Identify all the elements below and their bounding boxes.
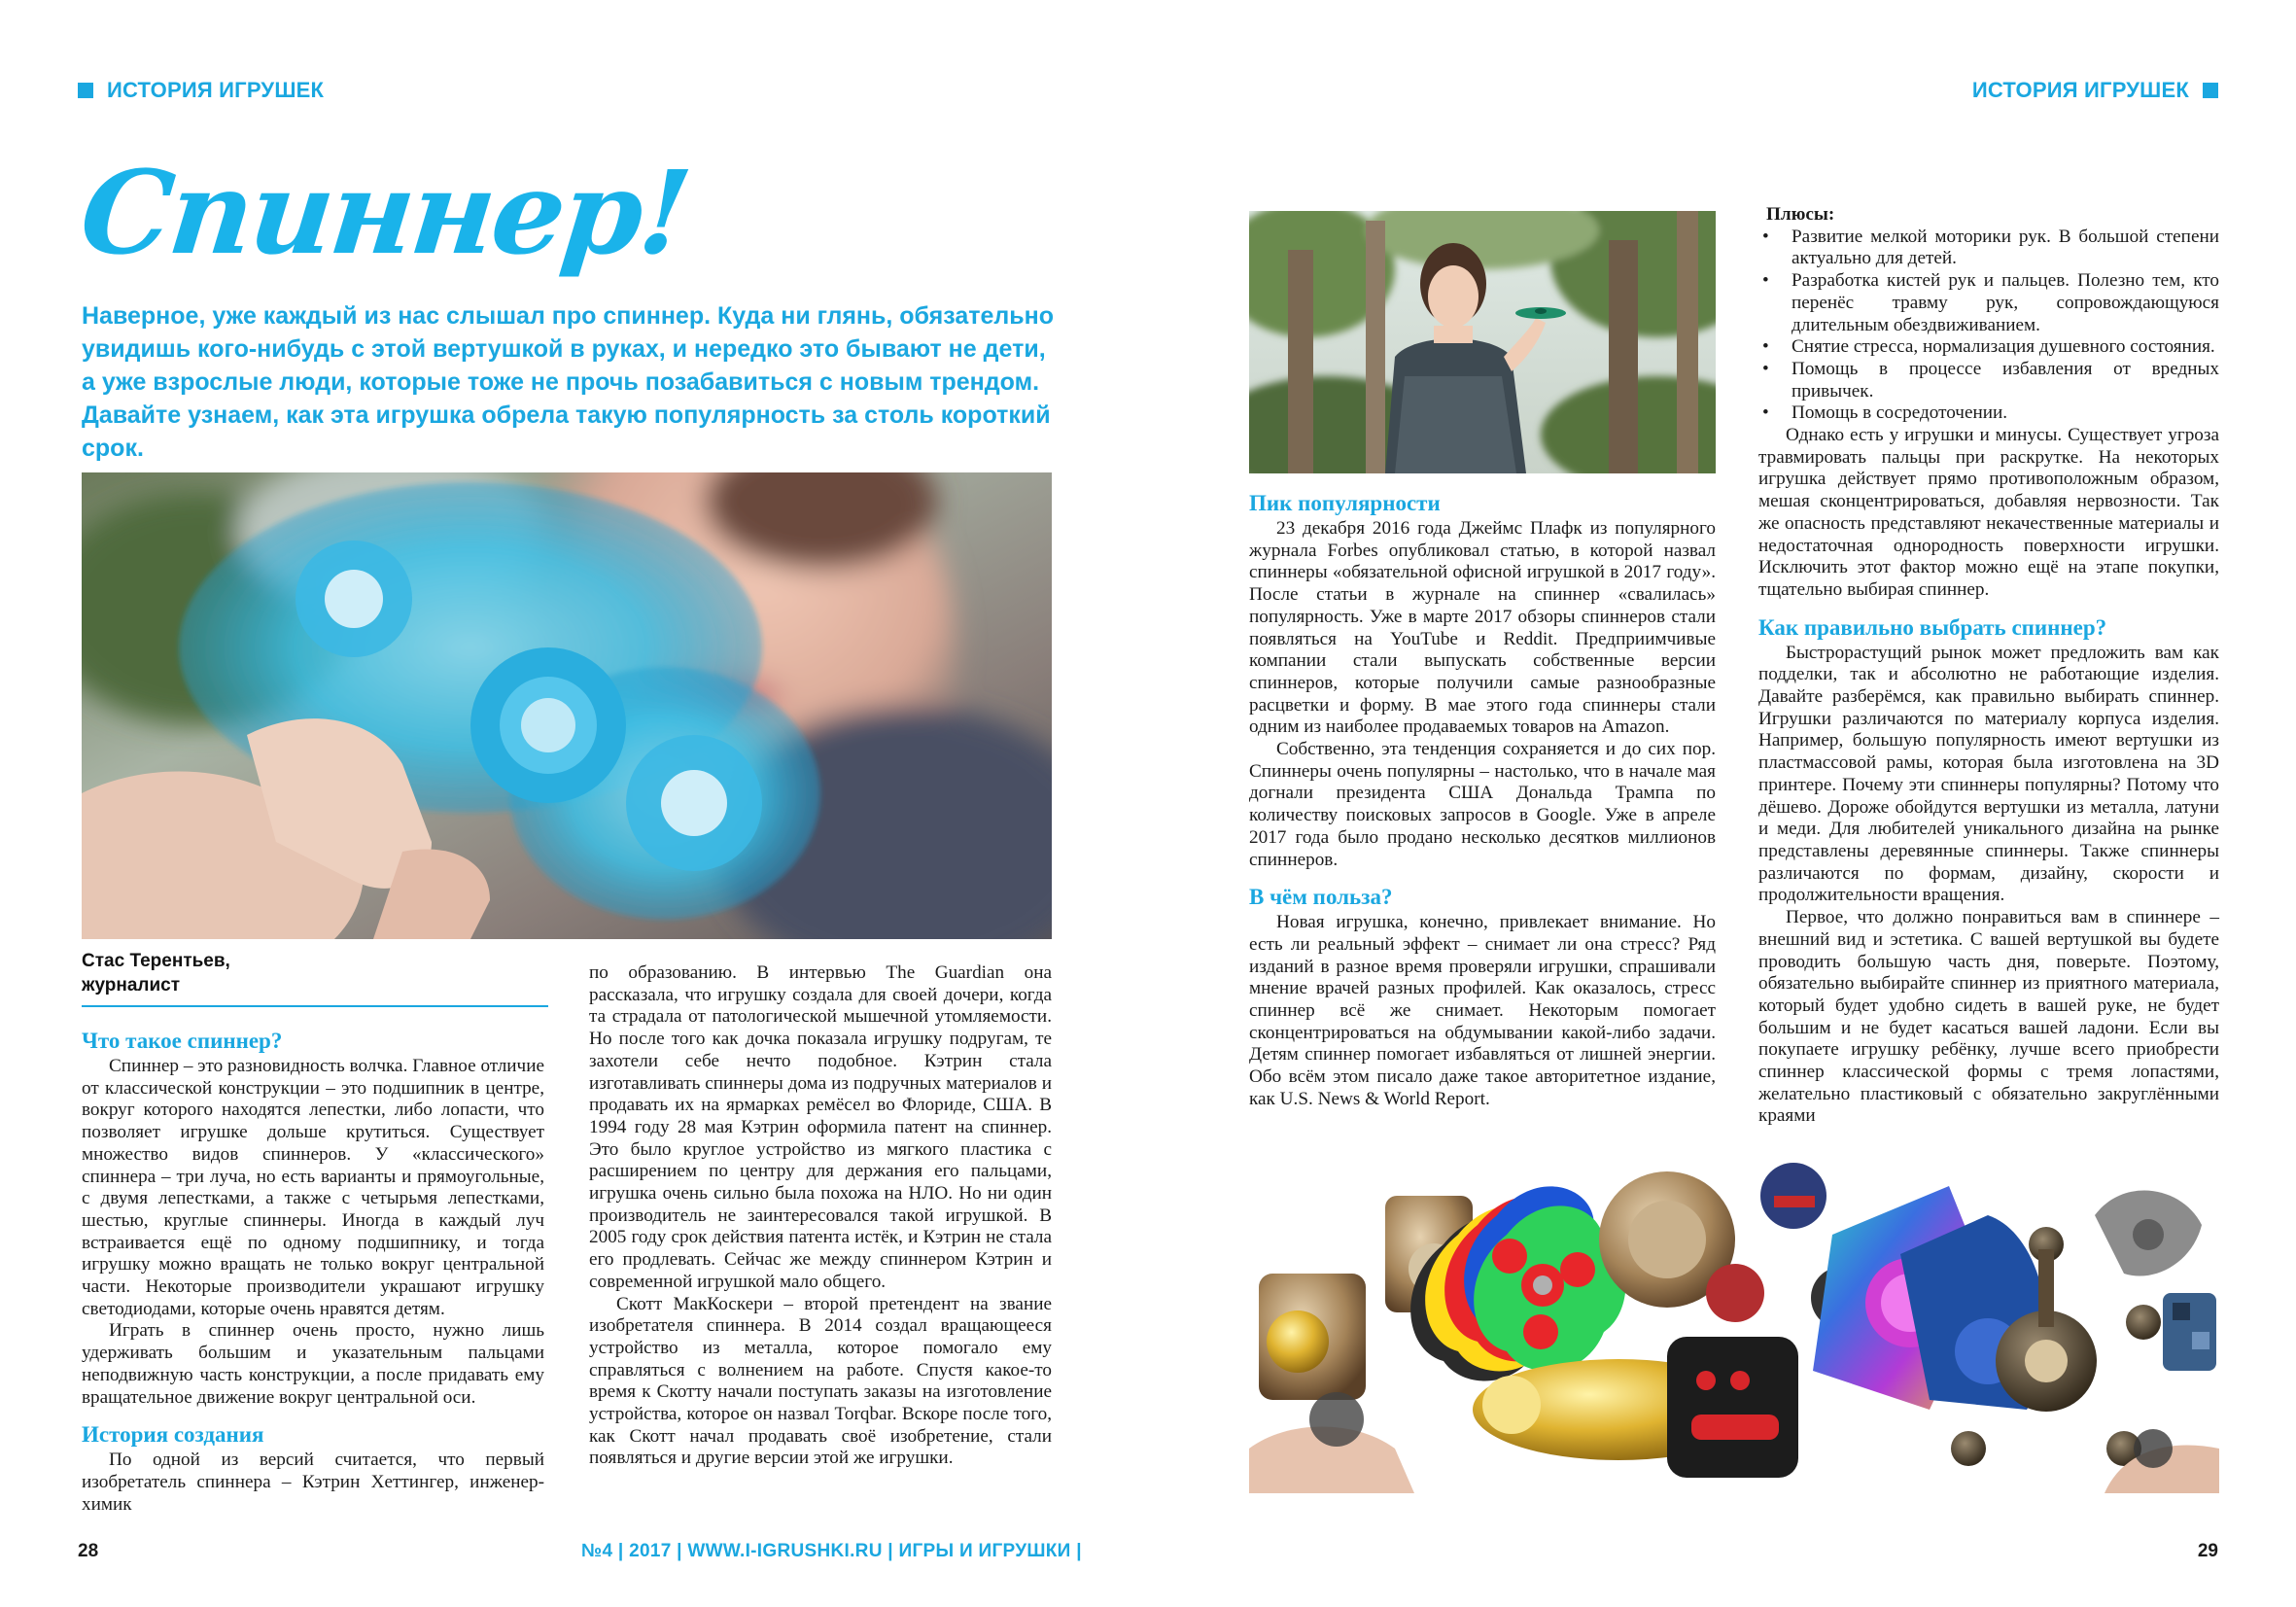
paragraph: Играть в спиннер очень просто, нужно лишь удерживать большим и указательным пальцами неподвижную часть конструкции, а после придавать ему вращательное движение вокруг центральной оси. xyxy=(82,1320,544,1408)
paragraph: 23 декабря 2016 года Джеймс Плафк из популярного журнала Forbes опубликовал статью, в которой назвал спиннеры «обязательной офисной игрушкой в 2017 году». После статьи в журнале на спиннер «свалилась» популярность. Уже в марте 2017 обзоры спиннеров стали появляться на YouTube и Reddit. Предприимчивые компании стали выпускать собственные версии спиннеров, которые получили самые разнообразные расцветки и форму. В мае этого года спиннеры стали одним из наиболее продаваемых товаров на Amazon. xyxy=(1249,518,1716,738)
section-header-left-text: ИСТОРИЯ ИГРУШЕК xyxy=(107,78,325,102)
article-lead: Наверное, уже каждый из нас слышал про спиннер. Куда ни глянь, обязательно увидишь кого-нибудь с этой вертушкой в руках, и нередко это бывают не дети, а уже взрослые люди, которые тоже не прочь позабавиться с новым трендом. Давайте узнаем, как эта игрушка обрела такую популярность за столь короткий срок. xyxy=(82,302,1055,462)
section-header-left xyxy=(78,78,324,103)
author-divider xyxy=(82,1005,548,1007)
heading-what-is-spinner: Что такое спиннер? xyxy=(82,1029,283,1053)
paragraph: Однако есть у игрушки и минусы. Существует угроза травмировать пальцы при раскрутке. На некоторых игрушка действует прямо противоположным образом, мешая сконцентрироваться, добавляя нервозности. Так же опасность представляют некачественные материалы и недостаточная однородность поверхности игрушки. Исключить этот фактор можно ещё на этапе покупки, тщательно выбирая спиннер. xyxy=(1758,425,2219,600)
section-header-right-text: ИСТОРИЯ ИГРУШЕК xyxy=(1971,78,2189,102)
paragraph: По одной из версий считается, что первый изобретатель спиннера – Кэтрин Хеттингер, инженер-химик xyxy=(82,1450,544,1515)
heading-history: История создания xyxy=(82,1422,264,1448)
list-item: • Разработка кистей рук и пальцев. Полезно тем, кто перенёс травму рук, сопровождающуюся длительным обездвиживанием. xyxy=(1758,270,2219,336)
paragraph: Новая игрушка, конечно, привлекает внимание. Но есть ли реальный эффект – снимает ли она стресс? Ряд изданий в разное время проверяли игрушки, спрашивали мнение врачей разных профилей. Как оказалось, стресс спиннер всё же снимает. Некоторым помогает сконцентрироваться на обдумывании какой-либо задачи. Детям спиннер помогает избавляться от лишней энергии. Обо всём этом писало даже такое авторитетное издание, как U.S. News & World Report. xyxy=(1249,912,1716,1109)
girl-photo xyxy=(1249,211,1716,473)
pros-list xyxy=(1758,227,2219,425)
article-title: Спиннер! xyxy=(74,145,695,280)
heading-peak-popularity: Пик популярности xyxy=(1249,491,1441,515)
author-role: журналист xyxy=(82,975,181,996)
list-item: • Помощь в процессе избавления от вредных привычек. xyxy=(1758,359,2219,402)
paragraph: Спиннер – это разновидность волчка. Главное отличие от классической конструкции – это подшипник в центре, вокруг которого находятся лепестки, либо лопасти, что позволяет игрушке дольше крутиться. Существует множество видов спиннеров. У «классического» спиннера – три луча, но есть варианты и прямоугольные, с двумя лепестками, а также с четырьмя лепестками, шестью, круглые спиннеры. Иногда в каждый луч встраивается ещё по одному подшипнику, и тогда игрушку можно вращать не только вокруг центральной части. Некоторые производители украшают игрушку светодиодами, которые очень нравятся детям. xyxy=(82,1056,544,1319)
column-3 xyxy=(1249,491,1716,1111)
list-item: • Развитие мелкой моторики рук. В большой степени актуально для детей. xyxy=(1758,227,2219,270)
pros-title: Плюсы: xyxy=(1766,204,1835,225)
paragraph: Первое, что должно понравиться вам в спиннере – внешний вид и эстетика. С вашей вертушкой вы будете проводить большую часть дня, поверьте. Поэтому, обязательно выбирайте спиннер из приятного материала, который будет удобно сидеть в вашей руке, не будет большим и не будет касаться вашей ладони. Если вы покупаете игрушку ребёнку, лучше всего приобрести спиннер классической формы с тремя лопастями, желательно пластиковый с обязательно закруглёнными краями xyxy=(1758,907,2219,1127)
column-4 xyxy=(1758,204,2219,1128)
author-name: Стас Терентьев, xyxy=(82,951,230,971)
hero-photo-spinner xyxy=(82,472,1052,939)
header-square-icon xyxy=(78,83,93,98)
spinners-collage-photo xyxy=(1249,1157,2219,1493)
hero-photo-spinner-illustration xyxy=(82,472,1052,939)
author-block xyxy=(82,949,548,997)
right-page xyxy=(1148,0,2296,1607)
paragraph: по образованию. В интервью The Guardian она рассказала, что игрушку создала для своей дочери, когда та страдала от патологической мышечной утомляемости. Но после того как дочка показала игрушку подругам, те захотели себе нечто подобное. Кэтрин стала изготавливать спиннеры дома из подручных материалов и продавать их на ярмарках ремёсел во Флориде, США. В 1994 году 28 мая Кэтрин оформила патент на спиннер. Это было круглое устройство из мягкого пластика с расширением по центру для держания его пальцами, игрушка очень сильно была похожа на НЛО. Но ни один производитель не заинтересовался такой игрушкой. В 2005 году срок действия патента истёк, и Кэтрин не стала его продлевать. Сейчас же между спиннером Кэтрин и современной игрушкой мало общего. xyxy=(589,962,1052,1292)
footer-publication-info: №4 | 2017 | WWW.I-IGRUSHKI.RU | ИГРЫ И ИГРУШКИ | xyxy=(581,1541,1082,1561)
header-square-icon xyxy=(2203,83,2218,98)
paragraph: Быстрорастущий рынок может предложить вам как подделки, так и абсолютно не работающие изделия. Давайте разберёмся, как правильно выбирать спиннер. Игрушки различаются по материалу корпуса изделия. Например, большую популярность имеют вертушки из пластмассовой рамы, которая была изготовлена на 3D принтере. Почему эти спиннеры популярны? Потому что дёшево. Дороже обойдутся вертушки из металла, латуни и меди. Для любителей уникального дизайна на рынке представлены деревянные спиннеры. Также спиннеры различаются по формам, дизайну, скорости и продолжительности вращения. xyxy=(1758,642,2219,906)
paragraph: Собственно, эта тенденция сохраняется и до сих пор. Спиннеры очень популярны – настолько, что в начале мая догнали президента США Дональда Трампа по количеству поисковых запросов в Google. Уже в апреле 2017 года было продано несколько десятков миллионов спиннеров. xyxy=(1249,739,1716,870)
heading-benefits: В чём польза? xyxy=(1249,885,1393,910)
list-item: • Снятие стресса, нормализация душевного состояния. xyxy=(1758,336,2219,359)
section-header-right xyxy=(1972,78,2218,103)
page-number-left: 28 xyxy=(78,1541,99,1561)
list-item: • Помощь в сосредоточении. xyxy=(1758,402,2219,425)
page-number-right: 29 xyxy=(2197,1541,2218,1561)
girl-photo-illustration xyxy=(1249,211,1716,473)
column-1 xyxy=(82,1029,544,1516)
heading-how-to-choose: Как правильно выбрать спиннер? xyxy=(1758,614,2107,640)
paragraph: Скотт МакКоскери – второй претендент на звание изобретателя спиннера. В 2014 создал вращающееся устройство из металла, которое помогало ему справляться с волнением на работе. Спустя какое-то время к Скотту начали поступать заказы на изготовление устройства, которое он назвал Torqbar. Вскоре после того, как Скотт начал продавать своё изобретение, стали появляться и другие версии этой же игрушки. xyxy=(589,1293,1052,1469)
column-2 xyxy=(589,962,1052,1470)
spinners-collage-illustration xyxy=(1249,1157,2219,1493)
